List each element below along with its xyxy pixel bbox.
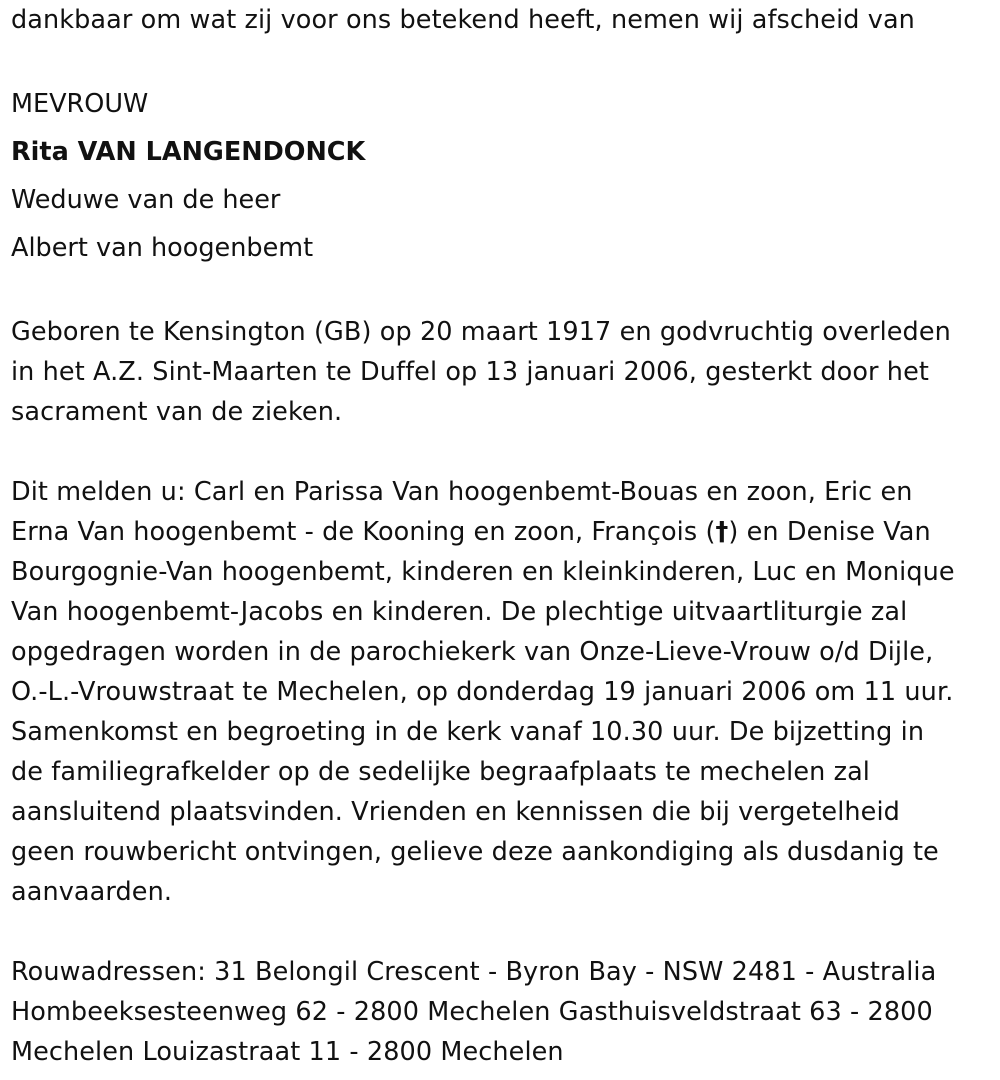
birth-death-paragraph: [11, 312, 991, 432]
intro-line: dankbaar om wat zij voor ons betekend heeft, nemen wij afscheid van: [11, 5, 915, 35]
person-heading: [11, 80, 991, 272]
announcement-line: de familiegrafkelder op de sedelijke begraafplaats te mechelen zal: [11, 757, 870, 787]
birth-line: sacrament van de zieken.: [11, 397, 343, 427]
address-paragraph: [11, 952, 991, 1072]
announcement-line: Dit melden u: Carl en Parissa Van hoogenbemt-Bouas en zoon, Eric en: [11, 477, 913, 507]
address-line: Rouwadressen: 31 Belongil Crescent - Byron Bay - NSW 2481 - Australia: [11, 957, 937, 987]
announcement-line: opgedragen worden in de parochiekerk van Onze-Lieve-Vrouw o/d Dijle,: [11, 637, 934, 667]
spacer: [11, 272, 991, 312]
announcement-text: Erna Van hoogenbemt - de Kooning en zoon, François (: [11, 517, 716, 547]
widow-line-2: Albert van hoogenbemt: [11, 233, 314, 263]
obituary-document: [11, 0, 991, 1072]
spacer: [11, 912, 991, 952]
address-line: Hombeeksesteenweg 62 - 2800 Mechelen Gasthuisveldstraat 63 - 2800: [11, 997, 933, 1027]
announcement-line: Bourgognie-Van hoogenbemt, kinderen en kleinkinderen, Luc en Monique: [11, 557, 955, 587]
cross-icon: †: [715, 517, 729, 547]
announcement-line: aansluitend plaatsvinden. Vrienden en kennissen die bij vergetelheid: [11, 797, 900, 827]
birth-line: Geboren te Kensington (GB) op 20 maart 1917 en godvruchtig overleden: [11, 317, 951, 347]
announcement-line: aanvaarden.: [11, 877, 173, 907]
announcement-line: [11, 512, 991, 552]
spacer: [11, 432, 991, 472]
intro-paragraph: [11, 0, 991, 40]
announcement-paragraph: [11, 472, 991, 912]
announcement-line: Van hoogenbemt-Jacobs en kinderen. De plechtige uitvaartliturgie zal: [11, 597, 908, 627]
birth-line: in het A.Z. Sint-Maarten te Duffel op 13 januari 2006, gesterkt door het: [11, 357, 929, 387]
deceased-name: Rita VAN LANGENDONCK: [11, 137, 366, 167]
announcement-line: geen rouwbericht ontvingen, gelieve deze aankondiging als dusdanig te: [11, 837, 939, 867]
honorific-title: MEVROUW: [11, 89, 149, 119]
announcement-line: Samenkomst en begroeting in de kerk vanaf 10.30 uur. De bijzetting in: [11, 717, 925, 747]
widow-line-1: Weduwe van de heer: [11, 185, 281, 215]
announcement-line: O.-L.-Vrouwstraat te Mechelen, op donderdag 19 januari 2006 om 11 uur.: [11, 677, 954, 707]
announcement-text: ) en Denise Van: [728, 517, 931, 547]
address-line: Mechelen Louizastraat 11 - 2800 Mechelen: [11, 1037, 564, 1067]
spacer: [11, 40, 991, 80]
